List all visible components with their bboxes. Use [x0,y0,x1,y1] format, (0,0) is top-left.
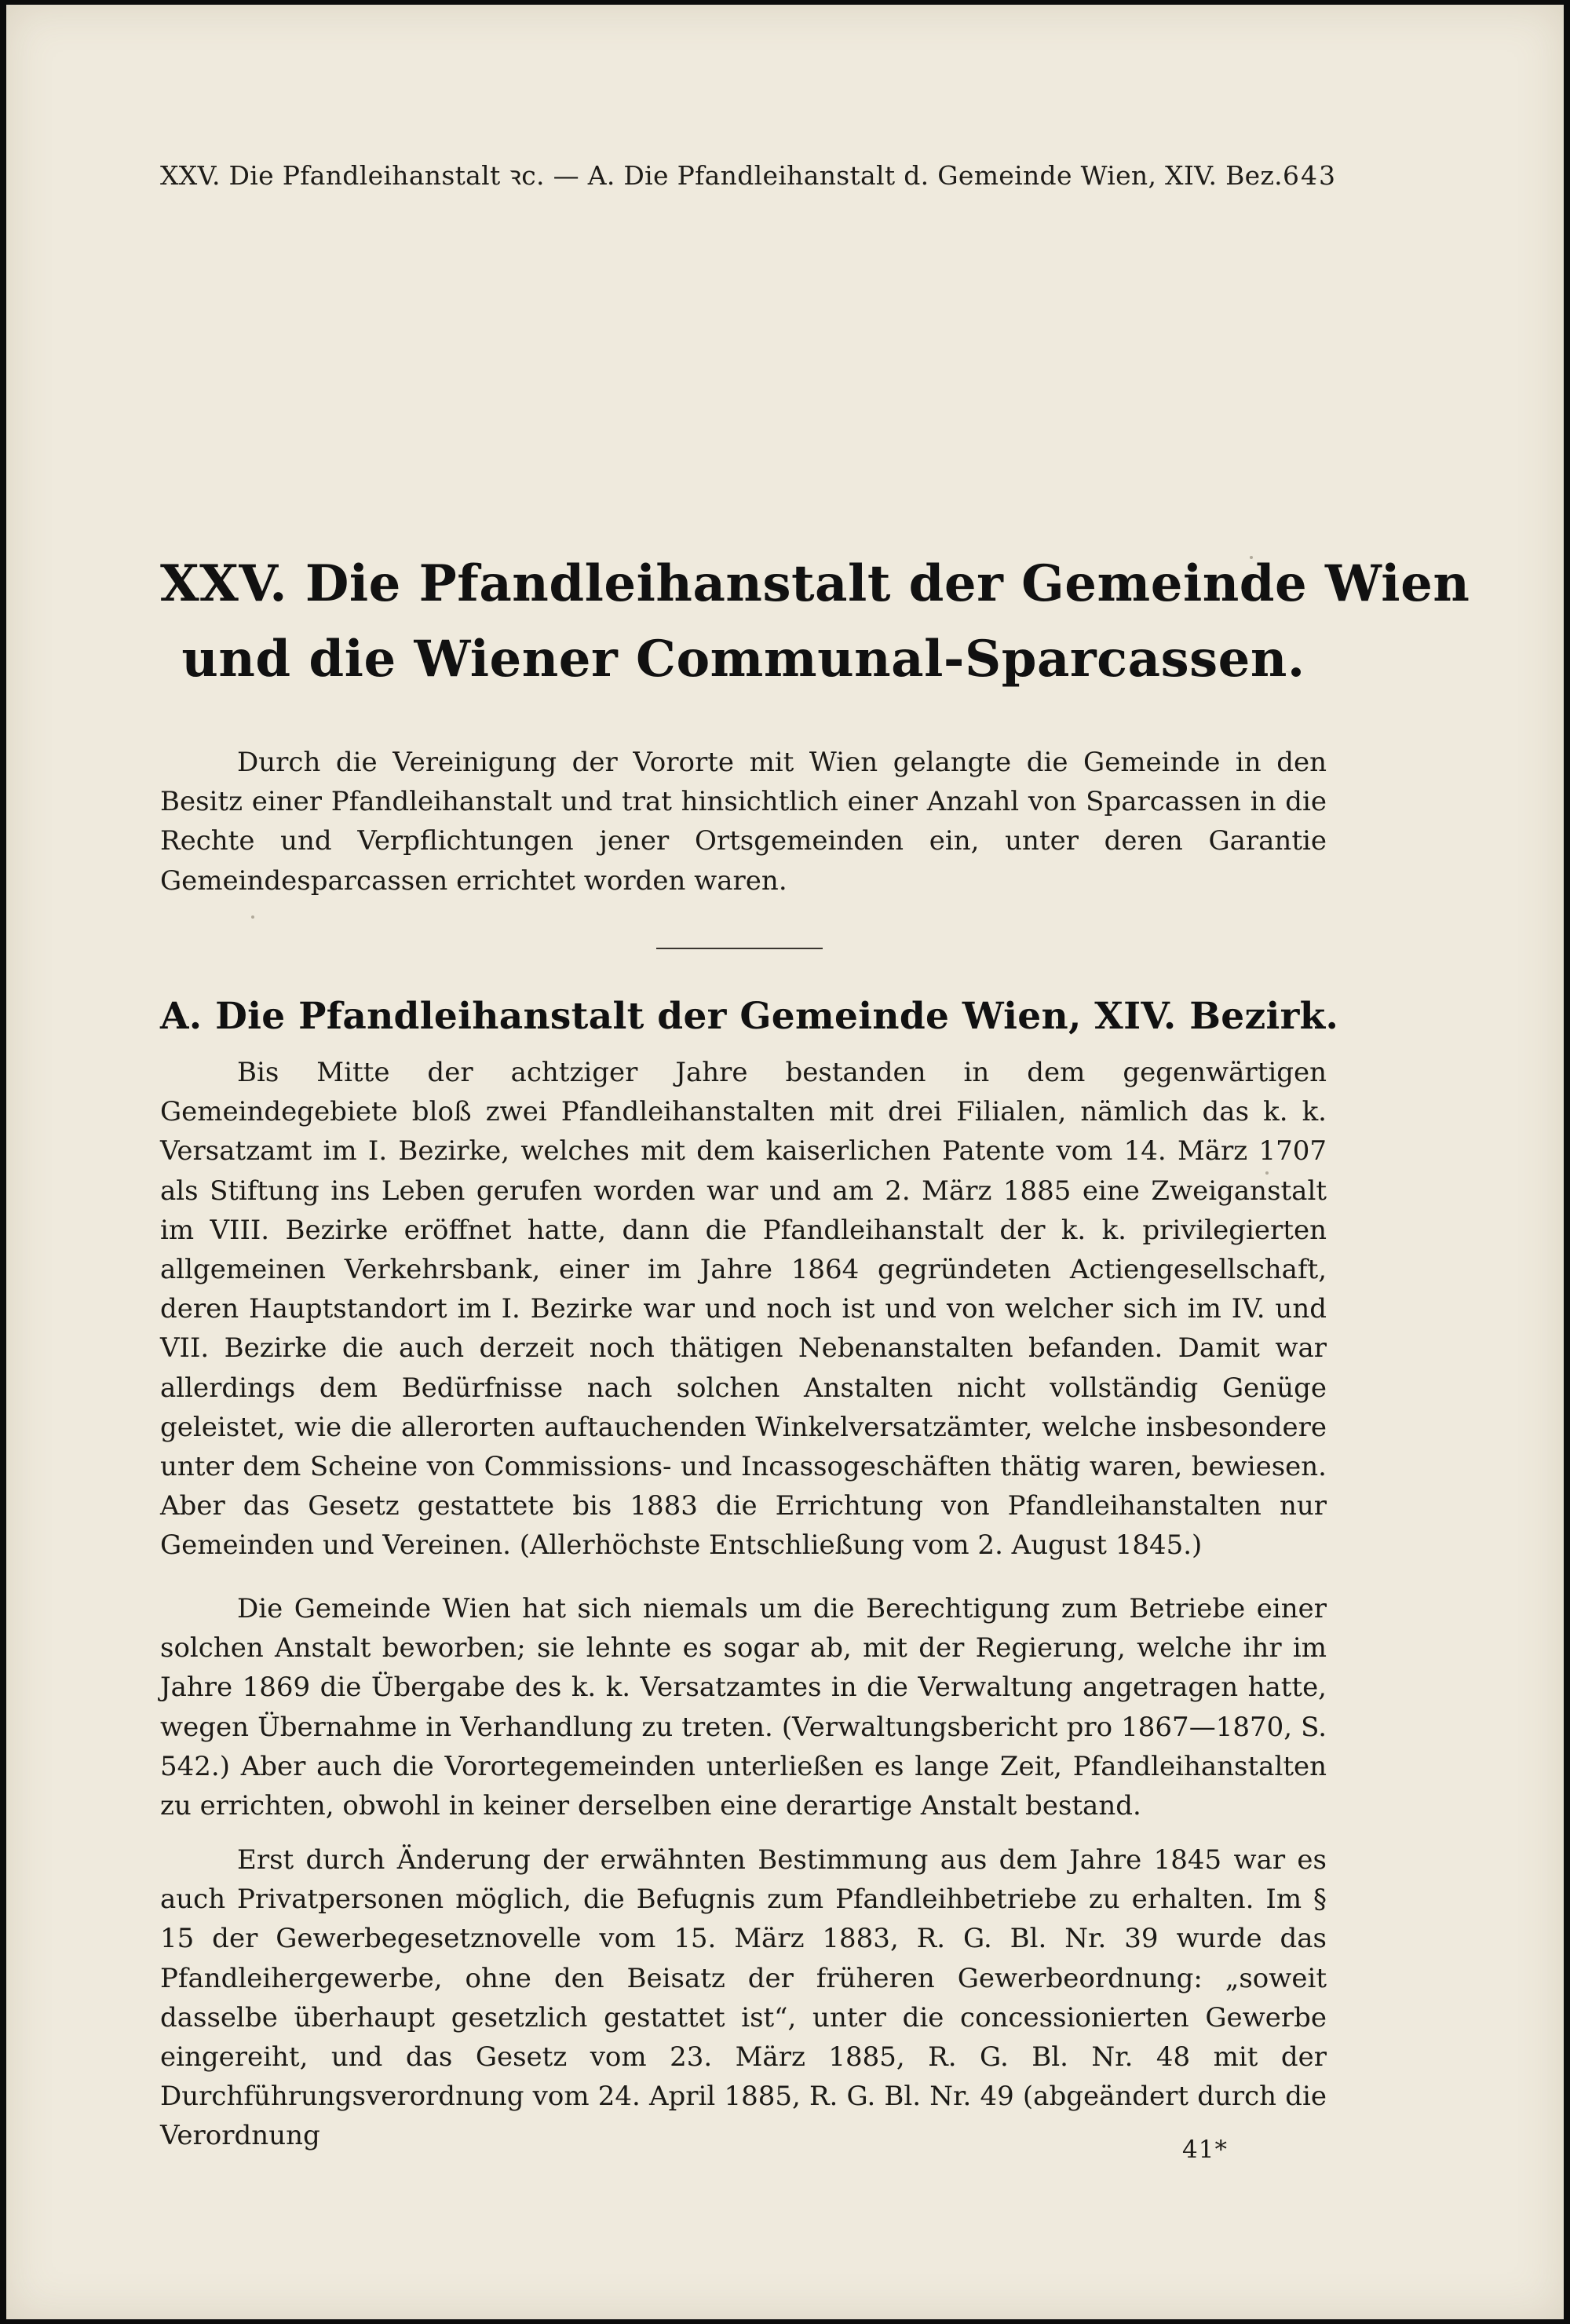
chapter-title-line-2: und die Wiener Communal-Sparcassen. [181,630,1305,689]
chapter-title-line-1: XXV. Die Pfandleihanstalt der Gemeinde Wien [160,554,1470,613]
running-head-text: XXV. Die Pfandleihanstalt ꝛc. — A. Die Pfandleihanstalt d. Gemeinde Wien, XIV. Bez. [160,160,1283,191]
signature-mark: 41* [1182,2136,1228,2164]
body-paragraph-2: Die Gemeinde Wien hat sich niemals um die Berechtigung zum Betriebe einer solchen Anstalt beworben; sie lehnte es sogar ab, mit der Regierung, welche ihr im Jahre 1869 die Übergabe des k. k. Versatzamtes in die Verwaltung angetragen hatte, wegen Übernahme in Verhandlung zu treten. (Verwaltungsbericht pro 1867—1870, S. 542.) Aber auch die Vorortegemeinden unterließen es lange Zeit, Pfandleihanstalten zu errichten, obwohl in keiner derselben eine derartige Anstalt bestand. [160,1593,1327,1822]
section-heading: A. Die Pfandleihanstalt der Gemeinde Wien, XIV. Bezirk. [160,995,1339,1038]
running-head [160,157,1337,204]
paper-speck [1265,1171,1269,1175]
section-divider [656,948,823,949]
intro-paragraph: Durch die Vereinigung der Vororte mit Wien gelangte die Gemeinde in den Besitz einer Pfandleihanstalt und trat hinsichtlich einer Anzahl von Sparcassen in die Rechte und Verpflichtungen jener Ortsgemeinden ein, unter deren Garantie Gemeindesparcassen errichtet worden waren. [160,747,1327,897]
page-number: 643 [1282,160,1337,191]
body-paragraph-3: Erst durch Änderung der erwähnten Bestimmung aus dem Jahre 1845 war es auch Privatpersonen möglich, die Befugnis zum Pfandleihbetriebe zu erhalten. Im § 15 der Gewerbegesetznovelle vom 15. März 1883, R. G. Bl. Nr. 39 wurde das Pfandleihergewerbe, ohne den Beisatz der früheren Gewerbeordnung: „soweit dasselbe überhaupt gesetzlich gestattet ist“, unter die concessionierten Gewerbe eingereiht, und das Gesetz vom 23. März 1885, R. G. Bl. Nr. 48 mit der Durchführungsverordnung vom 24. April 1885, R. G. Bl. Nr. 49 (abgeändert durch die Verordnung [160,1844,1327,2152]
body-paragraph-1: Bis Mitte der achtziger Jahre bestanden in dem gegenwärtigen Gemeindegebiete bloß zwei Pfandleihanstalten mit drei Filialen, nämlich das k. k. Versatzamt im I. Bezirke, welches mit dem kaiserlichen Patente vom 14. März 1707 als Stiftung ins Leben gerufen worden war und am 2. März 1885 eine Zweiganstalt im VIII. Bezirke eröffnet hatte, dann die Pfandleihanstalt der k. k. privilegierten allgemeinen Verkehrsbank, einer im Jahre 1864 gegründeten Actiengesellschaft, deren Hauptstandort im I. Bezirke war und noch ist und von welcher sich im IV. und VII. Bezirke die auch derzeit noch thätigen Nebenanstalten befanden. Damit war allerdings dem Bedürfnisse nach solchen Anstalten nicht vollständig Genüge geleistet, wie die allerorten auftauchenden Winkelversatzämter, welche insbesondere unter dem Scheine von Commissions- und Incassogeschäften thätig waren, bewiesen. Aber das Gesetz gestattete bis 1883 die Errichtung von Pfandleihanstalten nur Gemeinden und Vereinen. (Allerhöchste Entschließung vom 2. August 1845.) [160,1057,1327,1562]
chapter-title [160,546,1470,697]
paper-speck [251,915,254,919]
book-page [6,5,1564,2319]
paper-speck [1250,556,1253,559]
